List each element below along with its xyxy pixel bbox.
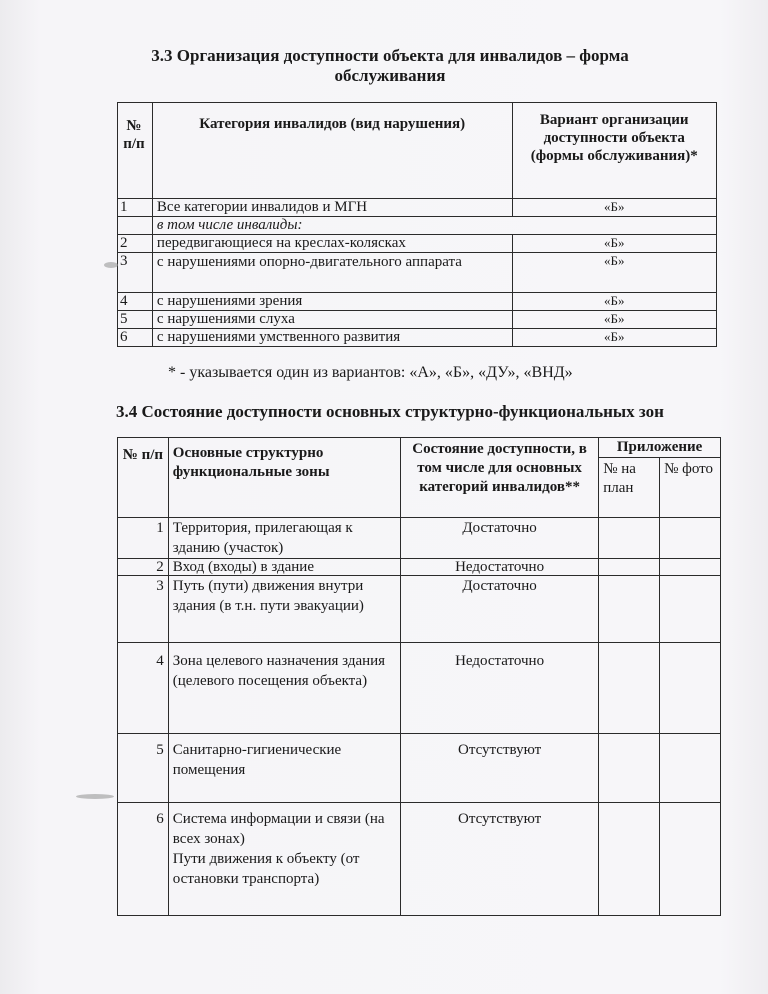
row-value: «Б»: [512, 199, 717, 217]
row-photo: [660, 734, 721, 803]
row-state: Недостаточно: [400, 559, 598, 576]
service-form-table: [117, 102, 717, 347]
row-zone-line: Система информации и связи (на всех зонах): [172, 811, 385, 847]
row-category: передвигающиеся на креслах-колясках: [152, 235, 512, 253]
row-value: «Б»: [512, 293, 717, 311]
row-state: Достаточно: [400, 518, 598, 559]
row-category: с нарушениями зрения: [152, 293, 512, 311]
row-plan: [599, 643, 660, 734]
row-state: Недостаточно: [400, 643, 598, 734]
table-row: [118, 293, 717, 311]
table-row: [118, 217, 717, 235]
row-category: с нарушениями слуха: [152, 311, 512, 329]
row-num: 1: [118, 199, 153, 217]
row-subheading: в том числе инвалиды:: [152, 217, 716, 235]
row-zone: Путь (пути) движения внутри здания (в т.н. пути эвакуации): [168, 576, 400, 643]
row-num: 4: [118, 293, 153, 311]
section-title-3-4: 3.4 Состояние доступности основных структурно-функциональных зон: [116, 402, 664, 421]
row-num: 4: [118, 643, 169, 734]
row-num: 2: [118, 235, 153, 253]
row-zone: [168, 803, 400, 916]
table-row: [118, 576, 721, 643]
table-row: [118, 253, 717, 293]
row-plan: [599, 576, 660, 643]
row-num: 3: [118, 576, 169, 643]
header-category: Категория инвалидов (вид нарушения): [152, 103, 512, 199]
row-zone: Вход (входы) в здание: [168, 559, 400, 576]
row-plan: [599, 518, 660, 559]
row-state: Отсутствуют: [400, 734, 598, 803]
row-num: 3: [118, 253, 153, 293]
table-row: [118, 235, 717, 253]
scan-speck: [104, 262, 118, 268]
row-photo: [660, 518, 721, 559]
header-photo: № фото: [660, 458, 721, 518]
row-zone: Санитарно-гигиенические помещения: [168, 734, 400, 803]
row-plan: [599, 734, 660, 803]
table-row: [118, 803, 721, 916]
row-num: 6: [118, 329, 153, 347]
row-zone-extra: Пути движения к объекту (от остановки транспорта): [172, 851, 360, 887]
table-row: [118, 518, 721, 559]
header-zone: Основные структурно функциональные зоны: [168, 438, 400, 518]
row-state: Отсутствуют: [400, 803, 598, 916]
table-row: [118, 559, 721, 576]
row-photo: [660, 803, 721, 916]
table-row: [118, 199, 717, 217]
table-header-row: [118, 438, 721, 458]
scan-speck: [76, 794, 114, 799]
header-plan: № на план: [599, 458, 660, 518]
header-appendix: Приложение: [599, 438, 721, 458]
row-plan: [599, 559, 660, 576]
header-num: № п/п: [118, 103, 153, 199]
table-row: [118, 329, 717, 347]
table-row: [118, 311, 717, 329]
zones-table: [117, 437, 721, 916]
row-category: с нарушениями умственного развития: [152, 329, 512, 347]
row-num: 5: [118, 311, 153, 329]
footnote: * - указывается один из вариантов: «А», «Б», «ДУ», «ВНД»: [168, 364, 573, 381]
row-photo: [660, 643, 721, 734]
row-value: «Б»: [512, 311, 717, 329]
row-zone: Территория, прилегающая к зданию (участок): [168, 518, 400, 559]
table-row: [118, 734, 721, 803]
title-line-2: обслуживания: [334, 66, 446, 85]
row-num: 1: [118, 518, 169, 559]
title-line-1: 3.3 Организация доступности объекта для инвалидов – форма: [151, 46, 629, 65]
row-photo: [660, 559, 721, 576]
row-category: Все категории инвалидов и МГН: [152, 199, 512, 217]
row-num: 6: [118, 803, 169, 916]
table-row: [118, 643, 721, 734]
row-num: [118, 217, 153, 235]
row-num: 2: [118, 559, 169, 576]
section-title-3-3: [120, 46, 660, 86]
row-value: «Б»: [512, 253, 717, 293]
row-photo: [660, 576, 721, 643]
header-num: № п/п: [118, 438, 169, 518]
header-variant: Вариант организации доступности объекта (формы обслуживания)*: [512, 103, 717, 199]
row-zone: Зона целевого назначения здания (целевого посещения объекта): [168, 643, 400, 734]
row-num: 5: [118, 734, 169, 803]
row-category: с нарушениями опорно-двигательного аппарата: [152, 253, 512, 293]
header-state: Состояние доступности, в том числе для основных категорий инвалидов**: [400, 438, 598, 518]
row-value: «Б»: [512, 235, 717, 253]
row-state: Достаточно: [400, 576, 598, 643]
table-header-row: [118, 103, 717, 199]
row-value: «Б»: [512, 329, 717, 347]
row-plan: [599, 803, 660, 916]
